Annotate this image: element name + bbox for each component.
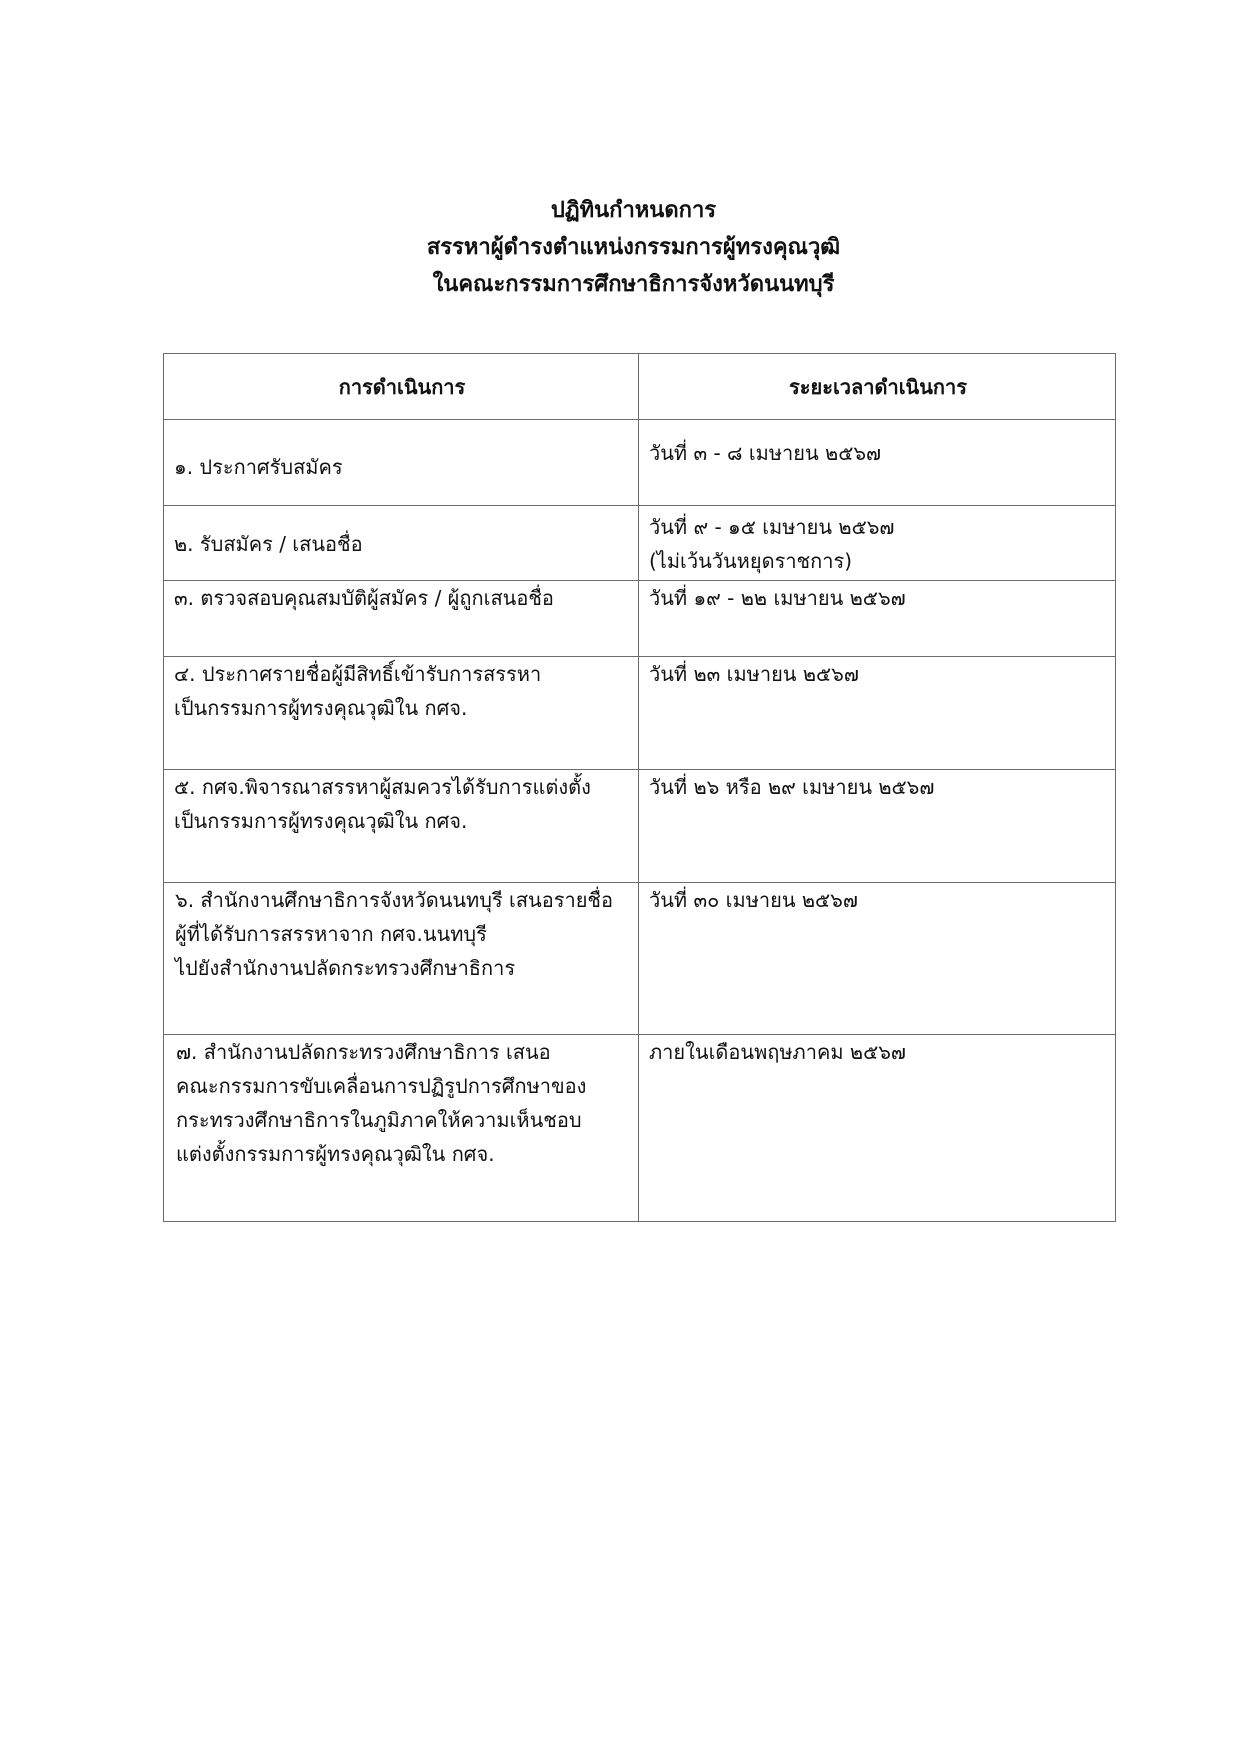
table-row <box>164 770 1116 883</box>
header-time: ระยะเวลาดำเนินการ <box>639 354 1116 420</box>
time-cell: วันที่ ๒๖ หรือ ๒๙ เมษายน ๒๕๖๗ <box>639 770 1116 883</box>
table-row <box>164 506 1116 581</box>
time-cell: วันที่ ๒๓ เมษายน ๒๕๖๗ <box>639 657 1116 770</box>
time-cell: วันที่ ๓ - ๘ เมษายน ๒๕๖๗ <box>639 420 1116 506</box>
step-cell: ๗. สำนักงานปลัดกระทรวงศึกษาธิการ เสนอ คณะกรรมการขับเคลื่อนการปฏิรูปการศึกษาของ กระทรวงศึกษาธิการในภูมิภาคให้ความเห็นชอบ แต่งตั้งกรรมการผู้ทรงคุณวุฒิใน กศจ. <box>164 1035 639 1222</box>
step-cell: ๕. กศจ.พิจารณาสรรหาผู้สมควรได้รับการแต่งตั้ง เป็นกรรมการผู้ทรงคุณวุฒิใน กศจ. <box>164 770 639 883</box>
table-row <box>164 420 1116 506</box>
time-cell: ภายในเดือนพฤษภาคม ๒๕๖๗ <box>639 1035 1116 1222</box>
title-line-3: ในคณะกรรมการศึกษาธิการจังหวัดนนทบุรี <box>432 272 835 297</box>
schedule-table <box>163 353 1116 1222</box>
title-line-1: ปฏิทินกำหนดการ <box>550 198 717 223</box>
time-cell: วันที่ ๙ - ๑๕ เมษายน ๒๕๖๗ (ไม่เว้นวันหยุดราชการ) <box>639 506 1116 581</box>
header-step: การดำเนินการ <box>164 354 639 420</box>
table-row <box>164 657 1116 770</box>
time-cell: วันที่ ๑๙ - ๒๒ เมษายน ๒๕๖๗ <box>639 581 1116 657</box>
table-row <box>164 581 1116 657</box>
table-header-row <box>164 354 1116 420</box>
title-line-2: สรรหาผู้ดำรงตำแหน่งกรรมการผู้ทรงคุณวุฒิ <box>426 235 841 260</box>
table-row <box>164 883 1116 1035</box>
step-cell: ๓. ตรวจสอบคุณสมบัติผู้สมัคร / ผู้ถูกเสนอชื่อ <box>164 581 639 657</box>
step-cell: ๒. รับสมัคร / เสนอชื่อ <box>164 506 639 581</box>
step-cell: ๔. ประกาศรายชื่อผู้มีสิทธิ์เข้ารับการสรรหา เป็นกรรมการผู้ทรงคุณวุฒิใน กศจ. <box>164 657 639 770</box>
time-cell: วันที่ ๓๐ เมษายน ๒๕๖๗ <box>639 883 1116 1035</box>
step-cell: ๖. สำนักงานศึกษาธิการจังหวัดนนทบุรี เสนอรายชื่อ ผู้ที่ได้รับการสรรหาจาก กศจ.นนทบุรี ไปยังสำนักงานปลัดกระทรวงศึกษาธิการ <box>164 883 639 1035</box>
document-title <box>0 192 1241 303</box>
table-row <box>164 1035 1116 1222</box>
step-cell: ๑. ประกาศรับสมัคร <box>164 420 639 506</box>
